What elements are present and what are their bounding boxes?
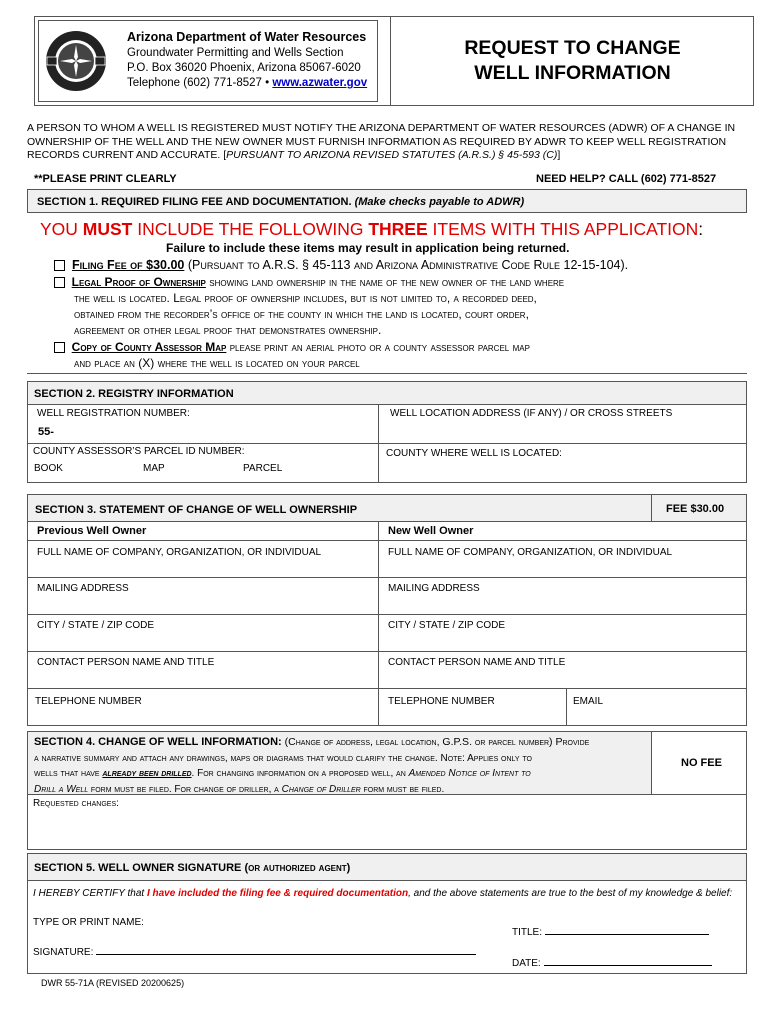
section5-title-paren: (or authorized agent) bbox=[244, 862, 351, 874]
section4-no-fee: NO FEE bbox=[681, 757, 722, 769]
section5-header bbox=[27, 853, 747, 881]
map-label: MAP bbox=[143, 463, 165, 474]
prev-telephone-label: TELEPHONE NUMBER bbox=[35, 696, 142, 707]
certification-statement bbox=[33, 888, 732, 899]
mailing-address: P.O. Box 36020 Phoenix, Arizona 85067-6020 bbox=[127, 62, 361, 74]
item-filing-fee bbox=[54, 258, 628, 272]
intro-bracket: ] bbox=[557, 149, 561, 161]
new-email-field[interactable] bbox=[566, 688, 747, 726]
agency-name: Arizona Department of Water Resources bbox=[127, 30, 367, 44]
section3-fee-box bbox=[651, 494, 747, 522]
well-registration-prefix: 55- bbox=[38, 426, 54, 438]
new-city-field[interactable] bbox=[378, 614, 747, 652]
section1-title bbox=[37, 196, 524, 208]
prev-full-name-label: FULL NAME OF COMPANY, ORGANIZATION, OR INDIVIDUAL bbox=[37, 547, 322, 558]
book-label: BOOK bbox=[34, 463, 63, 474]
section4-header bbox=[27, 731, 652, 795]
parcel-id-label: COUNTY ASSESSOR’S PARCEL ID NUMBER: bbox=[33, 446, 245, 457]
county-field[interactable] bbox=[378, 443, 747, 483]
section5-title bbox=[34, 862, 350, 874]
title-input-line[interactable] bbox=[545, 925, 709, 935]
section2-header bbox=[27, 381, 747, 405]
prev-contact-field[interactable] bbox=[27, 651, 379, 689]
assessor-map-text-2: and place an (X) where the well is located on your parcel bbox=[74, 356, 360, 370]
signature-block bbox=[27, 880, 747, 974]
intro-statute: PURSUANT TO ARIZONA REVISED STATUTES (A.R.S.) § 45-593 (C) bbox=[226, 149, 558, 161]
certify-red: I have included the filing fee & required documentation bbox=[146, 888, 409, 899]
section2-title: SECTION 2. REGISTRY INFORMATION bbox=[34, 388, 234, 400]
telephone-line bbox=[127, 77, 367, 89]
prev-telephone-field[interactable] bbox=[27, 688, 379, 726]
telephone-text: Telephone (602) 771-8527 • bbox=[127, 77, 273, 89]
prev-mailing-field[interactable] bbox=[27, 577, 379, 615]
type-name-label: TYPE OR PRINT NAME: bbox=[33, 917, 144, 928]
new-owner-label: New Well Owner bbox=[388, 525, 474, 537]
signature-input-line[interactable] bbox=[96, 945, 476, 955]
county-label: COUNTY WHERE WELL IS LOCATED: bbox=[386, 448, 562, 459]
date-label: DATE: bbox=[512, 958, 541, 969]
section3-fee: FEE $30.00 bbox=[666, 503, 725, 515]
form-title bbox=[390, 16, 754, 106]
section3-title: SECTION 3. STATEMENT OF CHANGE OF WELL OWNERSHIP bbox=[35, 504, 358, 516]
signature-label: SIGNATURE: bbox=[33, 947, 94, 958]
intro-paragraph bbox=[27, 122, 749, 163]
assessor-map-checkbox[interactable] bbox=[54, 342, 65, 353]
parcel-label: PARCEL bbox=[243, 463, 283, 474]
must-pre: YOU bbox=[40, 219, 83, 239]
prev-full-name-field[interactable] bbox=[27, 540, 379, 578]
legal-proof-title: Legal Proof of Ownership bbox=[71, 275, 206, 289]
date-row bbox=[512, 956, 712, 969]
prev-contact-label: CONTACT PERSON NAME AND TITLE bbox=[37, 657, 215, 668]
legal-proof-text-1: showing land ownership in the name of the new owner of the land where bbox=[205, 275, 565, 289]
title-label: TITLE: bbox=[512, 927, 543, 938]
section4-drill-a-well: Drill a Well bbox=[34, 783, 89, 795]
prev-city-label: CITY / STATE / ZIP CODE bbox=[37, 620, 155, 631]
must-word: MUST bbox=[82, 219, 133, 239]
well-registration-label: WELL REGISTRATION NUMBER: bbox=[37, 408, 190, 419]
section4-desc-3-mid: . For changing information on a proposed well, an bbox=[191, 768, 409, 779]
date-input-line[interactable] bbox=[544, 956, 712, 966]
filing-fee-checkbox[interactable] bbox=[54, 260, 65, 271]
intro-text: A PERSON TO WHOM A WELL IS REGISTERED MUST NOTIFY THE ARIZONA DEPARTMENT OF WATER RESOURCES (ADWR) OF A CHANGE IN OWNERSHIP OF THE WELL AND THE NEW OWNER MUST FURNISH INFORMATION AS REQUIRED BY ADWR TO KEEP WELL REGISTRATION RECORDS CURRENT AND ACCURATE. [ bbox=[27, 122, 736, 161]
must-post: ITEMS WITH THIS APPLICATION bbox=[427, 219, 699, 239]
section4-desc-4-mid: form must be filed. For change of driller, a bbox=[88, 783, 282, 795]
parcel-id-field[interactable] bbox=[27, 443, 379, 483]
new-full-name-field[interactable] bbox=[378, 540, 747, 578]
must-mid: INCLUDE THE FOLLOWING bbox=[132, 219, 369, 239]
section4-already-drilled: already been drilled bbox=[102, 768, 192, 779]
previous-owner-header bbox=[27, 521, 379, 541]
section4-desc-4-post: form must be filed. bbox=[360, 783, 445, 795]
print-clearly-note: **PLEASE PRINT CLEARLY bbox=[34, 173, 177, 185]
section4-line-3 bbox=[34, 766, 652, 782]
well-location-field[interactable] bbox=[378, 404, 747, 444]
certify-post: , and the above statements are true to the best of my knowledge & belief: bbox=[408, 888, 733, 899]
must-colon: : bbox=[698, 219, 704, 239]
new-owner-header bbox=[378, 521, 747, 541]
new-contact-label: CONTACT PERSON NAME AND TITLE bbox=[388, 657, 566, 668]
section-name: Groundwater Permitting and Wells Section bbox=[127, 47, 344, 59]
legal-proof-text-4: agreement or other legal proof that demonstrates ownership. bbox=[74, 323, 382, 337]
new-full-name-label: FULL NAME OF COMPANY, ORGANIZATION, OR INDIVIDUAL bbox=[388, 547, 673, 558]
well-location-label: WELL LOCATION ADDRESS (IF ANY) / OR CROSS STREETS bbox=[390, 408, 673, 419]
form-id-footer: DWR 55-71A (REVISED 20200625) bbox=[41, 978, 185, 988]
assessor-map-text-1: please print an aerial photo or a county assessor parcel map bbox=[226, 340, 530, 354]
section4-description bbox=[34, 735, 652, 797]
requested-changes-label: Requested changes: bbox=[33, 798, 119, 809]
previous-owner-label: Previous Well Owner bbox=[37, 525, 147, 537]
form-title-line-1: REQUEST TO CHANGE bbox=[464, 37, 681, 59]
new-email-label: EMAIL bbox=[573, 696, 604, 707]
section1-title-note: (Make checks payable to ADWR) bbox=[354, 196, 525, 208]
section4-line-1 bbox=[34, 735, 652, 751]
form-title-line-2: WELL INFORMATION bbox=[474, 62, 671, 84]
legal-proof-text-2: the well is located. Legal proof of ownership includes, but is not limited to, a recorded deed, bbox=[74, 291, 537, 305]
new-telephone-field[interactable] bbox=[378, 688, 567, 726]
new-mailing-label: MAILING ADDRESS bbox=[388, 583, 480, 594]
new-contact-field[interactable] bbox=[378, 651, 747, 689]
legal-proof-checkbox[interactable] bbox=[54, 277, 65, 288]
new-city-label: CITY / STATE / ZIP CODE bbox=[388, 620, 506, 631]
item-assessor-map bbox=[54, 340, 530, 354]
need-help-note: NEED HELP? CALL (602) 771-8527 bbox=[536, 173, 717, 185]
requested-changes-field[interactable] bbox=[27, 794, 747, 850]
well-registration-field[interactable] bbox=[27, 404, 379, 444]
three-word: THREE bbox=[368, 219, 428, 239]
section1-header bbox=[27, 189, 747, 213]
failure-warning: Failure to include these items may result in application being returned. bbox=[166, 241, 570, 255]
title-row bbox=[512, 925, 709, 938]
item-legal-proof bbox=[54, 275, 564, 289]
certify-pre: I HEREBY CERTIFY that bbox=[33, 888, 147, 899]
section4-desc-3-pre: wells that have bbox=[34, 768, 103, 779]
section1-title-text: SECTION 1. REQUIRED FILING FEE AND DOCUMENTATION. bbox=[37, 196, 352, 208]
section5-title-text: SECTION 5. WELL OWNER SIGNATURE bbox=[34, 862, 242, 874]
section3-header bbox=[27, 494, 652, 522]
assessor-map-title: Copy of County Assessor Map bbox=[71, 340, 227, 354]
new-mailing-field[interactable] bbox=[378, 577, 747, 615]
filing-fee-title: Filing Fee of $30.00 bbox=[71, 258, 185, 272]
new-telephone-label: TELEPHONE NUMBER bbox=[388, 696, 495, 707]
section4-desc-1: (Change of address, legal location, G.P.S. or parcel number) Provide bbox=[281, 736, 590, 748]
section4-amended-notice: Amended Notice of Intent to bbox=[408, 768, 531, 779]
section4-title: SECTION 4. CHANGE OF WELL INFORMATION: bbox=[34, 736, 282, 748]
legal-proof-text-3: obtained from the recorder’s office of the county in which the land is located, court order, bbox=[74, 307, 529, 321]
adwr-seal-logo bbox=[45, 30, 107, 92]
filing-fee-text: (Pursuant to A.R.S. § 45-113 and Arizona Administrative Code Rule 12-15-104). bbox=[184, 258, 629, 272]
signature-row bbox=[33, 945, 476, 958]
website-link[interactable]: www.azwater.gov bbox=[272, 77, 368, 89]
section1-divider bbox=[27, 373, 747, 374]
section4-change-of-driller: Change of Driller bbox=[281, 783, 361, 795]
prev-mailing-label: MAILING ADDRESS bbox=[37, 583, 129, 594]
must-include-banner bbox=[40, 219, 703, 240]
section4-fee-box bbox=[651, 731, 747, 795]
prev-city-field[interactable] bbox=[27, 614, 379, 652]
section4-desc-2: a narrative summary and attach any drawings, maps or diagrams that would clarify the change. Note: Applies only to bbox=[34, 752, 532, 764]
